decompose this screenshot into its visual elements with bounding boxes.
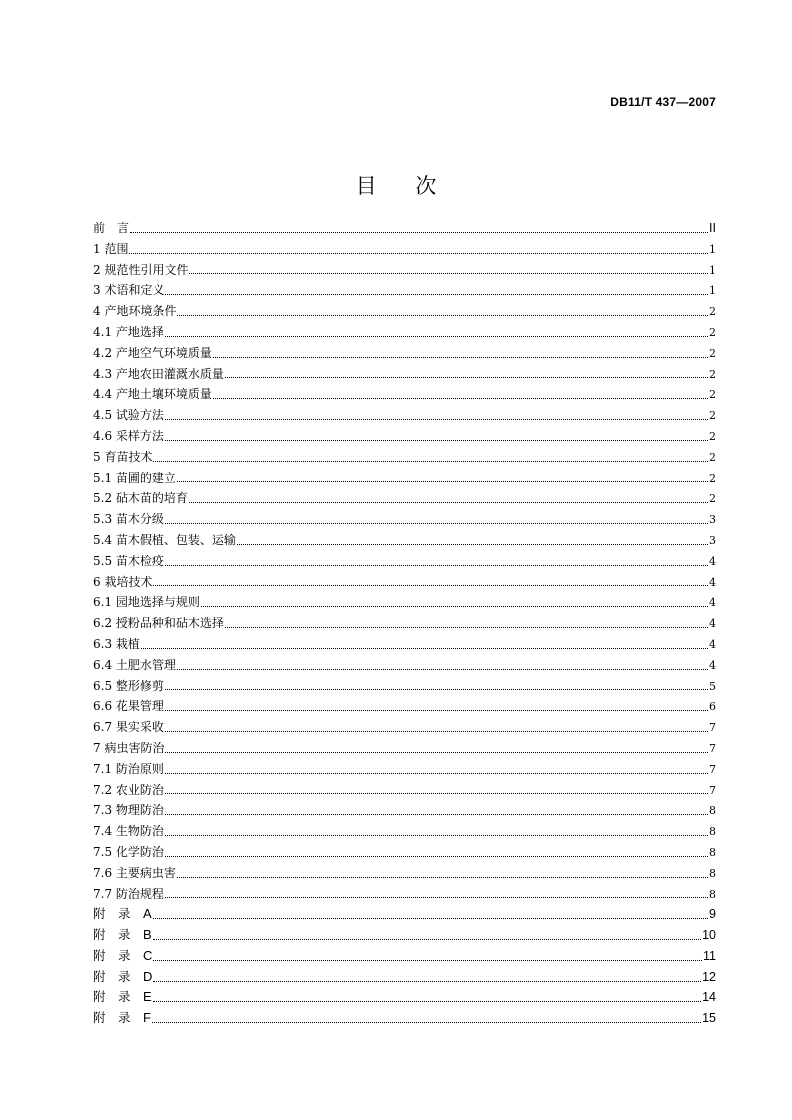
toc-entry[interactable] xyxy=(93,800,716,821)
toc-appendix-letter: D xyxy=(143,968,153,984)
toc-dot-leader xyxy=(153,918,708,919)
toc-entry-label: 5.4 苗木假植、包装、运输 xyxy=(93,532,236,547)
toc-entry-page: 2 xyxy=(709,388,716,402)
toc-entry-page: 2 xyxy=(709,346,716,360)
toc-dot-leader xyxy=(153,981,701,982)
toc-entry[interactable] xyxy=(93,863,716,884)
toc-appendix-letter: A xyxy=(143,906,152,922)
toc-dot-leader xyxy=(165,814,708,815)
toc-entry-label: 6.1 园地选择与规则 xyxy=(93,595,200,610)
toc-entry-page: 7 xyxy=(709,721,716,735)
toc-appendix-page: 10 xyxy=(702,928,716,943)
toc-entry[interactable] xyxy=(93,447,716,468)
toc-entry[interactable] xyxy=(93,509,716,530)
toc-entry-label: 4.2 产地空气环境质量 xyxy=(93,345,212,360)
toc-entry-label: 7.4 生物防治 xyxy=(93,824,164,839)
toc-dot-leader xyxy=(213,398,708,399)
toc-dot-leader xyxy=(237,544,708,545)
toc-entry[interactable] xyxy=(93,364,716,385)
toc-dot-leader xyxy=(129,253,708,254)
toc-entry-label: 3 术语和定义 xyxy=(93,283,165,298)
toc-entry-label: 6.5 整形修剪 xyxy=(93,678,164,693)
toc-entry-label: 7.3 物理防治 xyxy=(93,803,164,818)
toc-entry-page: 4 xyxy=(709,617,716,631)
toc-entry-page: 7 xyxy=(709,762,716,776)
toc-entry-label: 前 言 xyxy=(93,221,130,235)
toc-entry-page: 2 xyxy=(709,471,716,485)
toc-entry-label: 4 产地环境条件 xyxy=(93,304,177,319)
toc-entry-page: II xyxy=(709,221,716,235)
toc-entry[interactable] xyxy=(93,717,716,738)
toc-dot-leader xyxy=(165,856,708,857)
toc-entry[interactable] xyxy=(93,280,716,301)
toc-entry-label: 5 育苗技术 xyxy=(93,449,153,464)
toc-appendix-letter: C xyxy=(143,947,153,963)
toc-entry[interactable] xyxy=(93,322,716,343)
toc-entry[interactable] xyxy=(93,551,716,572)
toc-entry-label: 4.3 产地农田灌溉水质量 xyxy=(93,366,224,381)
toc-entry-label: 1 范围 xyxy=(93,241,129,256)
toc-entry[interactable] xyxy=(93,426,716,447)
toc-dot-leader xyxy=(152,1022,701,1023)
toc-entry-page: 2 xyxy=(709,367,716,381)
toc-entry[interactable] xyxy=(93,759,716,780)
toc-dot-leader xyxy=(153,939,701,940)
toc-entry-page: 8 xyxy=(709,845,716,859)
toc-dot-leader xyxy=(165,689,708,690)
toc-entry-page: 2 xyxy=(709,450,716,464)
toc-entry-label: 7.7 防治规程 xyxy=(93,886,164,901)
toc-dot-leader xyxy=(165,336,708,337)
toc-entry-label: 6.4 土肥水管理 xyxy=(93,657,176,672)
toc-appendix-page: 14 xyxy=(702,990,716,1005)
toc-entry-label: 6 栽培技术 xyxy=(93,574,153,589)
toc-entry[interactable] xyxy=(93,676,716,697)
toc-entry-page: 7 xyxy=(709,783,716,797)
toc-appendix-entry[interactable] xyxy=(93,987,716,1008)
toc-entry-page: 1 xyxy=(709,284,716,298)
table-of-contents xyxy=(93,218,716,1029)
toc-entry-label: 7 病虫害防治 xyxy=(93,740,165,755)
toc-entry-page: 4 xyxy=(709,596,716,610)
toc-dot-leader xyxy=(189,502,708,503)
toc-entry[interactable] xyxy=(93,738,716,759)
toc-appendix-entry[interactable] xyxy=(93,1008,716,1029)
toc-dot-leader xyxy=(165,523,708,524)
toc-entry[interactable] xyxy=(93,780,716,801)
toc-appendix-entry[interactable] xyxy=(93,925,716,946)
toc-appendix-page: 15 xyxy=(702,1011,716,1026)
toc-dot-leader xyxy=(165,793,708,794)
toc-entry-page: 3 xyxy=(709,533,716,547)
toc-appendix-label xyxy=(93,925,152,946)
toc-entry-page: 4 xyxy=(709,554,716,568)
toc-appendix-letter: E xyxy=(143,989,152,1005)
toc-dot-leader xyxy=(165,773,708,774)
toc-entry[interactable] xyxy=(93,655,716,676)
toc-dot-leader xyxy=(165,897,708,898)
toc-appendix-prefix: 附 录 xyxy=(93,968,131,984)
toc-entry-page: 3 xyxy=(709,513,716,527)
toc-dot-leader xyxy=(165,419,708,420)
toc-appendix-entry[interactable] xyxy=(93,904,716,925)
toc-entry[interactable] xyxy=(93,572,716,593)
toc-appendix-letter: F xyxy=(143,1010,151,1026)
toc-entry[interactable] xyxy=(93,842,716,863)
toc-entry-label: 7.5 化学防治 xyxy=(93,844,164,859)
toc-entry-label: 4.6 采样方法 xyxy=(93,428,164,443)
toc-entry-page: 5 xyxy=(709,679,716,693)
toc-entry-label: 5.1 苗圃的建立 xyxy=(93,470,176,485)
toc-entry-label: 7.2 农业防治 xyxy=(93,782,164,797)
toc-dot-leader xyxy=(177,669,708,670)
toc-dot-leader xyxy=(165,440,708,441)
toc-dot-leader xyxy=(153,461,708,462)
toc-appendix-prefix: 附 录 xyxy=(93,989,131,1005)
toc-entry-page: 2 xyxy=(709,325,716,339)
toc-entry-page: 2 xyxy=(709,429,716,443)
toc-entry[interactable] xyxy=(93,592,716,613)
toc-entry[interactable] xyxy=(93,696,716,717)
toc-entry-label: 5.5 苗木检疫 xyxy=(93,553,164,568)
toc-entry[interactable] xyxy=(93,405,716,426)
toc-entry-page: 2 xyxy=(709,409,716,423)
toc-dot-leader xyxy=(130,232,708,233)
toc-entry[interactable] xyxy=(93,613,716,634)
toc-appendix-page: 11 xyxy=(703,948,716,963)
toc-entry-label: 7.6 主要病虫害 xyxy=(93,865,176,880)
toc-appendix-prefix: 附 录 xyxy=(93,927,131,943)
toc-entry-page: 2 xyxy=(709,305,716,319)
toc-dot-leader xyxy=(177,481,708,482)
toc-appendix-label xyxy=(93,946,152,967)
toc-appendix-label xyxy=(93,904,152,925)
toc-entry[interactable] xyxy=(93,884,716,905)
toc-dot-leader xyxy=(165,752,708,753)
toc-entry-page: 7 xyxy=(709,741,716,755)
toc-entry-label: 4.5 试验方法 xyxy=(93,408,164,423)
toc-entry-page: 1 xyxy=(709,242,716,256)
toc-entry-label: 2 规范性引用文件 xyxy=(93,262,189,277)
toc-dot-leader xyxy=(213,357,708,358)
toc-entry-label: 6.7 果实采收 xyxy=(93,720,164,735)
toc-entry-label: 5.3 苗木分级 xyxy=(93,512,164,527)
toc-entry-label: 5.2 砧木苗的培育 xyxy=(93,491,188,506)
document-code: DB11/T 437—2007 xyxy=(610,95,716,109)
toc-entry-label: 6.2 授粉品种和砧木选择 xyxy=(93,616,224,631)
toc-dot-leader xyxy=(153,585,708,586)
toc-dot-leader xyxy=(165,710,708,711)
toc-dot-leader xyxy=(153,960,702,961)
toc-entry-label: 6.6 花果管理 xyxy=(93,699,164,714)
toc-dot-leader xyxy=(177,877,708,878)
toc-appendix-letter: B xyxy=(143,927,152,943)
toc-entry[interactable] xyxy=(93,488,716,509)
toc-appendix-entry[interactable] xyxy=(93,946,716,967)
toc-appendix-label xyxy=(93,967,152,988)
toc-entry-label: 4.1 产地选择 xyxy=(93,324,164,339)
toc-title: 目 次 xyxy=(355,174,453,198)
toc-entry-page: 2 xyxy=(709,492,716,506)
toc-appendix-label xyxy=(93,1008,151,1029)
toc-appendix-prefix: 附 录 xyxy=(93,947,131,963)
toc-dot-leader xyxy=(165,294,708,295)
toc-dot-leader xyxy=(165,731,708,732)
toc-dot-leader xyxy=(153,1001,701,1002)
toc-dot-leader xyxy=(141,648,708,649)
toc-entry[interactable] xyxy=(93,301,716,322)
toc-entry[interactable] xyxy=(93,468,716,489)
toc-entry-page: 8 xyxy=(709,804,716,818)
toc-dot-leader xyxy=(225,377,708,378)
toc-appendix-prefix: 附 录 xyxy=(93,1010,131,1026)
toc-entry-page: 8 xyxy=(709,825,716,839)
toc-dot-leader xyxy=(225,627,708,628)
toc-appendix-prefix: 附 录 xyxy=(93,906,131,922)
toc-dot-leader xyxy=(177,315,708,316)
toc-entry-label: 7.1 防治原则 xyxy=(93,761,164,776)
toc-appendix-page: 12 xyxy=(702,969,716,984)
toc-entry[interactable] xyxy=(93,530,716,551)
toc-entry[interactable] xyxy=(93,260,716,281)
toc-dot-leader xyxy=(189,273,708,274)
toc-entry-label: 4.4 产地土壤环境质量 xyxy=(93,387,212,402)
toc-entry[interactable] xyxy=(93,343,716,364)
toc-entry-label: 6.3 栽植 xyxy=(93,636,140,651)
toc-entry-page: 4 xyxy=(709,575,716,589)
toc-entry[interactable] xyxy=(93,384,716,405)
toc-entry-page: 1 xyxy=(709,263,716,277)
toc-dot-leader xyxy=(201,606,708,607)
toc-entry-page: 8 xyxy=(709,887,716,901)
toc-dot-leader xyxy=(165,835,708,836)
toc-entry-page: 4 xyxy=(709,637,716,651)
toc-dot-leader xyxy=(165,565,708,566)
toc-entry[interactable] xyxy=(93,634,716,655)
toc-entry[interactable] xyxy=(93,218,716,239)
toc-appendix-entry[interactable] xyxy=(93,967,716,988)
toc-entry-page: 4 xyxy=(709,658,716,672)
toc-appendix-page: 9 xyxy=(709,907,716,922)
toc-entry-page: 6 xyxy=(709,700,716,714)
toc-entry-page: 8 xyxy=(709,866,716,880)
toc-entry[interactable] xyxy=(93,239,716,260)
toc-entry[interactable] xyxy=(93,821,716,842)
toc-appendix-label xyxy=(93,987,152,1008)
